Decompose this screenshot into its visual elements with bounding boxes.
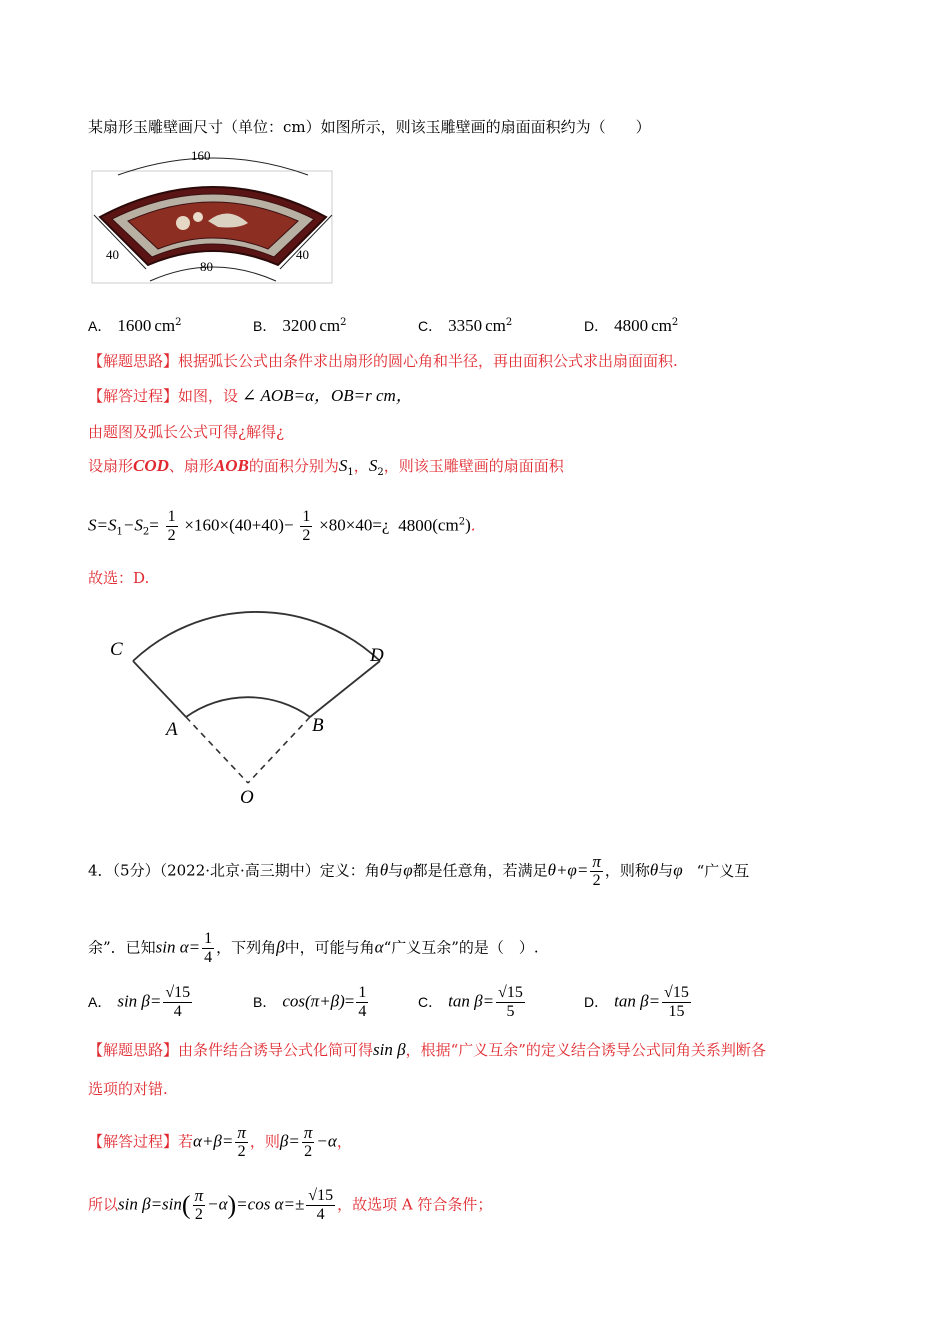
fan-top-label: 160 <box>191 148 211 163</box>
q4-option-a[interactable]: A． sin β= $\frac{√15}{4}$ <box>88 984 191 1020</box>
q4-idea: 【解题思路】由条件结合诱导公式化简可得sin β，根据“广义互余”的定义结合诱导公式同角关系判断各 <box>88 1040 766 1059</box>
arc-ab <box>186 697 310 717</box>
q3-option-d[interactable]: D． 4800 $cm^2$ <box>584 316 679 335</box>
q3-option-c[interactable]: C． 3350 $cm^2$ <box>418 316 513 335</box>
q3-option-a[interactable]: A． 1600 $cm^2$ <box>88 316 182 335</box>
q4-option-b[interactable]: B． cos(π+β)= $\frac{1}{4}$ <box>253 984 367 1020</box>
q4-option-d[interactable]: D． tan β= $\frac{√15}{15}$ <box>584 984 689 1020</box>
segment-db <box>310 661 380 717</box>
segment-ao <box>186 717 248 783</box>
q4-idea-line2: 选项的对错. <box>88 1080 168 1098</box>
q3-option-b[interactable]: B． 3200 $cm^2$ <box>253 316 347 335</box>
point-a-label: A <box>166 719 178 740</box>
q4-process-line2: 所以sin β=sin( $\frac{\pi}{2}$ −α)=cos α=± $\frac{√15}{4}$ ，故选项 A 符合条件； <box>88 1186 493 1223</box>
q3-process: 【解答过程】如图，设 ∠ AOB=α，OB=r cm， <box>88 386 413 405</box>
jade-fan-figure <box>88 145 338 287</box>
q3-stem: 某扇形玉雕壁画尺寸（单位：cm）如图所示，则该玉雕壁画的扇面面积约为（ ） <box>88 118 651 136</box>
q3-line2: 由题图及弧长公式可得¿解得¿ <box>88 423 285 441</box>
point-o-label: O <box>240 787 254 808</box>
fan-bottom-label: 80 <box>200 259 213 274</box>
point-c-label: C <box>110 639 123 660</box>
arc-cd <box>133 612 380 661</box>
fan-left-label: 40 <box>106 247 119 262</box>
q4-stem-line2: 余”．已知sin α= $\frac{1}{4}$ ，下列角β中，可能与角α“广义互余”的是（ ）. <box>88 930 539 966</box>
q4-option-c[interactable]: C． tan β= $\frac{√15}{5}$ <box>418 984 523 1020</box>
segment-bo <box>248 717 310 783</box>
sector-diagram <box>100 605 400 810</box>
segment-ca <box>133 661 186 717</box>
q3-line3: 设扇形COD、扇形AOB的面积分别为$S_1$，$S_2$，则该玉雕壁画的扇面面积 <box>88 456 564 478</box>
q4-stem-line1: 4．（5分）（2022·北京·高三期中）定义：角θ与φ都是任意角，若满足θ+φ= $\frac{\pi}{2}$ ，则称θ与φ “广义互 <box>88 852 750 889</box>
fan-right-label: 40 <box>296 247 309 262</box>
q3-idea: 【解题思路】根据弧长公式由条件求出扇形的圆心角和半径，再由面积公式求出扇面面积. <box>88 352 678 370</box>
q4-process: 【解答过程】若α+β= $\frac{\pi}{2}$ ，则β= $\frac{\pi}{2}$ −α， <box>88 1123 352 1160</box>
q3-area-formula: $S=S_1-S_2=$ $\frac{1}{2}$ ×160×(40+40)− $\frac{1}{2}$ ×80×40=¿ $4800(cm^2)$. <box>88 508 476 544</box>
point-d-label: D <box>370 645 384 666</box>
point-b-label: B <box>312 715 324 736</box>
q3-answer: 故选：D. <box>88 569 150 587</box>
